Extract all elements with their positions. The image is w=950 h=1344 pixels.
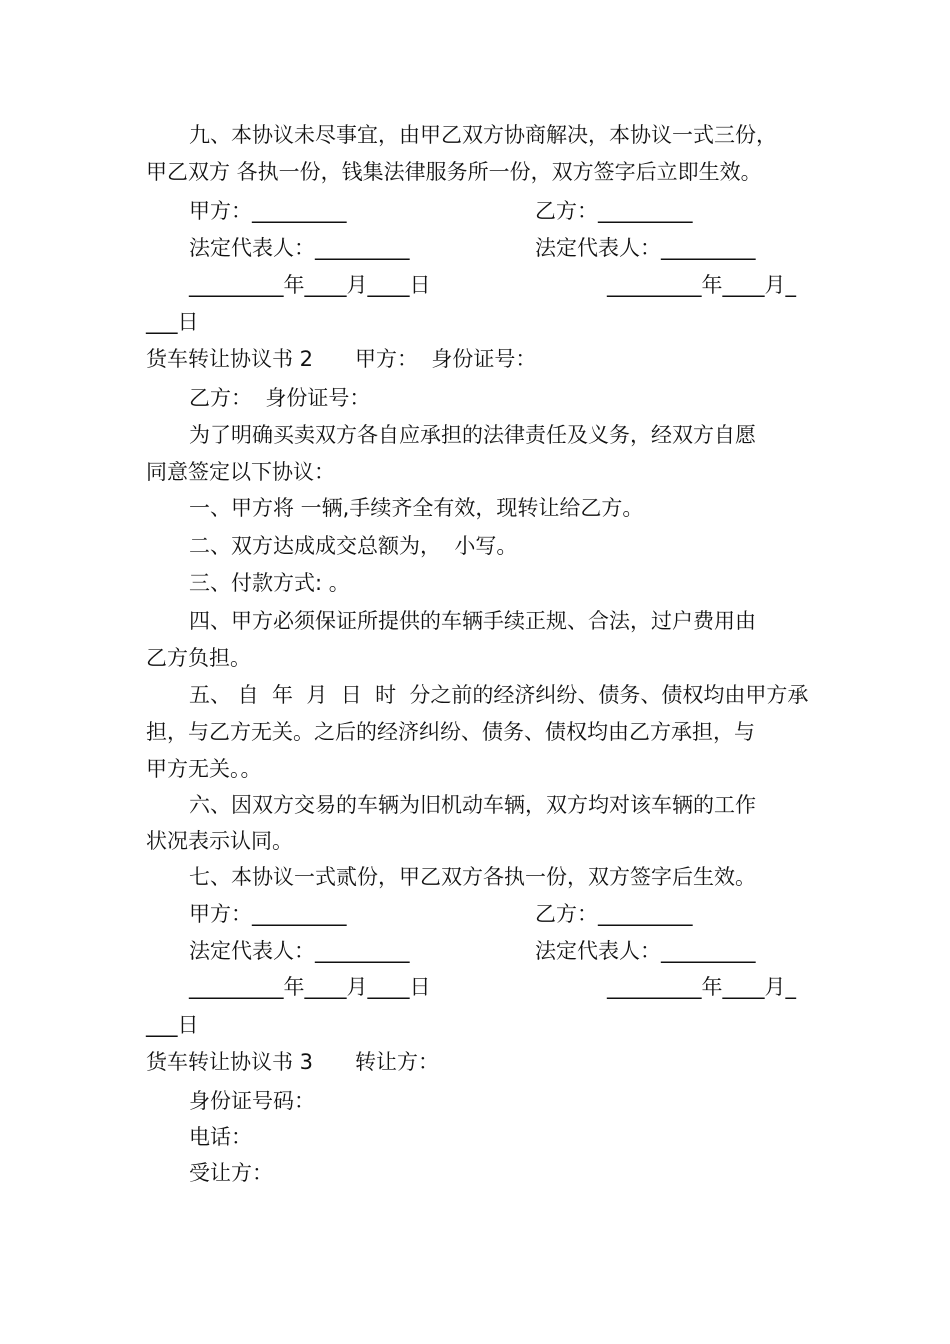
party-b-date: _________年____月_ — [607, 273, 796, 297]
doc2-party-b-id: 乙方： 身份证号： — [189, 386, 371, 410]
doc2-intro-line-2: 同意签定以下协议： — [146, 460, 335, 484]
doc2-party-b-date: _________年____月_ — [607, 975, 796, 999]
doc2-item-1: 一、甲方将 一辆,手续齐全有效，现转让给乙方。 — [189, 496, 644, 520]
doc3-phone: 电话： — [189, 1125, 252, 1149]
doc2-item-7: 七、本协议一式贰份，甲乙双方各执一份，双方签字后生效。 — [189, 865, 756, 889]
doc3-id-number: 身份证号码： — [189, 1089, 315, 1113]
doc2-party-a-signature: 甲方：_________ — [189, 902, 347, 926]
clause-9-line-1: 九、本协议未尽事宜，由甲乙双方协商解决，本协议一式三份， — [189, 123, 777, 147]
doc2-item-5-line-2: 担，与乙方无关。之后的经济纠纷、债务、债权均由乙方承担，与 — [146, 720, 755, 744]
party-a-representative: 法定代表人：_________ — [189, 236, 410, 260]
party-a-date: _________年____月____日 — [189, 273, 431, 297]
party-b-signature: 乙方：_________ — [535, 199, 693, 223]
doc2-item-3: 三、付款方式: 。 — [189, 571, 350, 595]
doc2-item-6-line-1: 六、因双方交易的车辆为旧机动车辆，双方均对该车辆的工作 — [189, 793, 756, 817]
doc2-intro-line-1: 为了明确买卖双方各自应承担的法律责任及义务，经双方自愿 — [189, 423, 756, 447]
doc2-party-b-date-continued: ___日 — [146, 1013, 199, 1037]
doc2-party-b-signature: 乙方：_________ — [535, 902, 693, 926]
doc3-heading: 货车转让协议书 3 转让方： — [146, 1050, 440, 1074]
doc2-party-a-date: _________年____月____日 — [189, 975, 431, 999]
clause-9-line-2: 甲乙双方 各执一份，钱集法律服务所一份，双方签字后立即生效。 — [146, 160, 762, 184]
doc2-item-2: 二、双方达成成交总额为， 小写。 — [189, 534, 518, 558]
party-a-signature: 甲方：_________ — [189, 199, 347, 223]
doc2-party-b-representative: 法定代表人：_________ — [535, 939, 756, 963]
doc2-item-6-line-2: 状况表示认同。 — [146, 829, 293, 853]
doc3-transferee: 受让方： — [189, 1161, 273, 1185]
doc2-item-4-line-2: 乙方负担。 — [146, 646, 251, 670]
party-b-representative: 法定代表人：_________ — [535, 236, 756, 260]
party-b-date-continued: ___日 — [146, 310, 199, 334]
doc2-item-5-line-3: 甲方无关。。 — [146, 757, 262, 781]
doc2-party-a-representative: 法定代表人：_________ — [189, 939, 410, 963]
doc2-item-4-line-1: 四、甲方必须保证所提供的车辆手续正规、合法，过户费用由 — [189, 609, 756, 633]
doc2-heading: 货车转让协议书 2 甲方： 身份证号： — [146, 347, 537, 371]
doc2-item-5-line-1: 五、 自 年 月 日 时 分之前的经济纠纷、债务、债权均由甲方承 — [189, 683, 809, 707]
